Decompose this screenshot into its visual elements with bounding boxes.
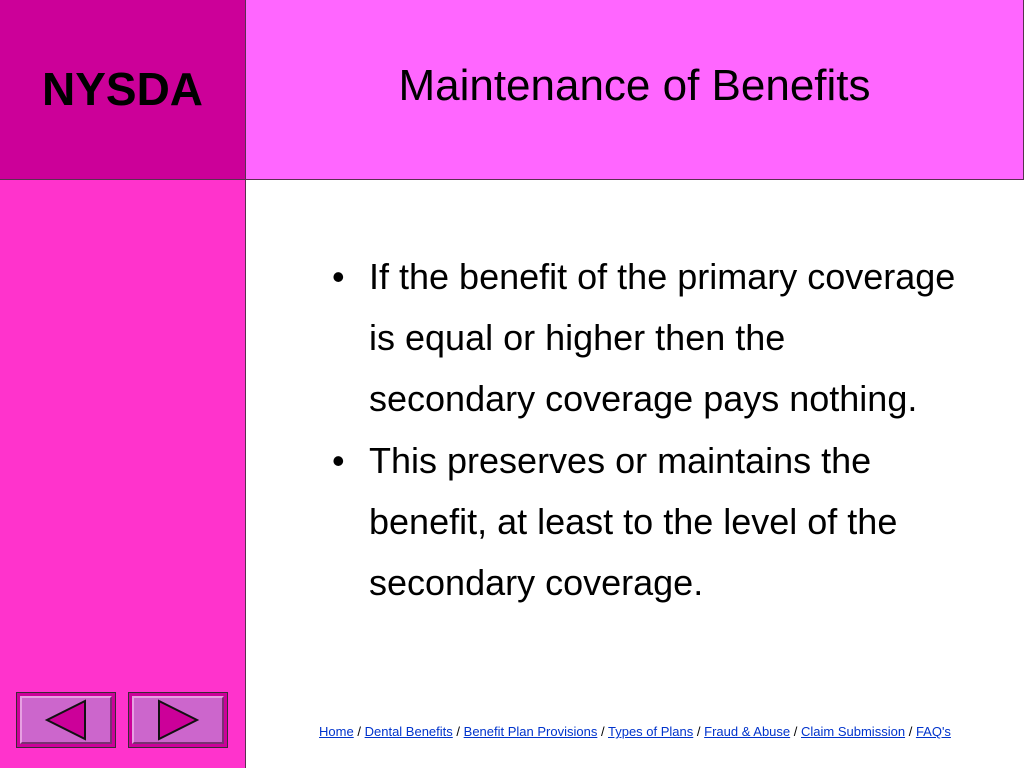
footer-separator: / [908, 724, 913, 739]
footer-separator: / [696, 724, 701, 739]
right-triangle-icon [153, 699, 203, 741]
title-panel [246, 0, 1024, 180]
footer-link-claim-submission[interactable]: Claim Submission [801, 724, 906, 739]
logo-panel [0, 0, 246, 180]
footer-link-types-of-plans[interactable]: Types of Plans [607, 724, 694, 739]
next-slide-button-face[interactable] [132, 696, 224, 744]
sidebar [0, 180, 246, 768]
slide-title: Maintenance of Benefits [398, 60, 871, 110]
footer-link-dental-benefits[interactable]: Dental Benefits [364, 724, 453, 739]
footer-navigation [246, 724, 1024, 739]
logo-text: NYSDA [41, 62, 204, 115]
bullet-item [330, 246, 970, 429]
footer-link-benefit-plan-provisions[interactable]: Benefit Plan Provisions [463, 724, 598, 739]
footer-link-fraud-abuse[interactable]: Fraud & Abuse [704, 724, 791, 739]
footer-separator: / [456, 724, 461, 739]
previous-slide-button[interactable] [16, 692, 116, 748]
bullet-text: If the benefit of the primary coverage is equal or higher then the secondary coverage pays nothing. [369, 256, 956, 419]
footer-separator: / [793, 724, 798, 739]
footer-separator: / [600, 724, 605, 739]
footer-separator: / [357, 724, 361, 739]
footer-link-faqs[interactable]: FAQ's [915, 724, 951, 739]
footer-link-home[interactable]: Home [319, 724, 354, 739]
previous-slide-button-face[interactable] [20, 696, 112, 744]
bullet-dot: • [332, 256, 345, 297]
bullet-text: This preserves or maintains the benefit, at least to the level of the secondary coverage. [369, 440, 898, 603]
left-triangle-icon [41, 699, 91, 741]
bullet-list [330, 246, 970, 613]
bullet-dot: • [332, 440, 345, 481]
next-slide-button[interactable] [128, 692, 228, 748]
bullet-item [330, 430, 970, 613]
